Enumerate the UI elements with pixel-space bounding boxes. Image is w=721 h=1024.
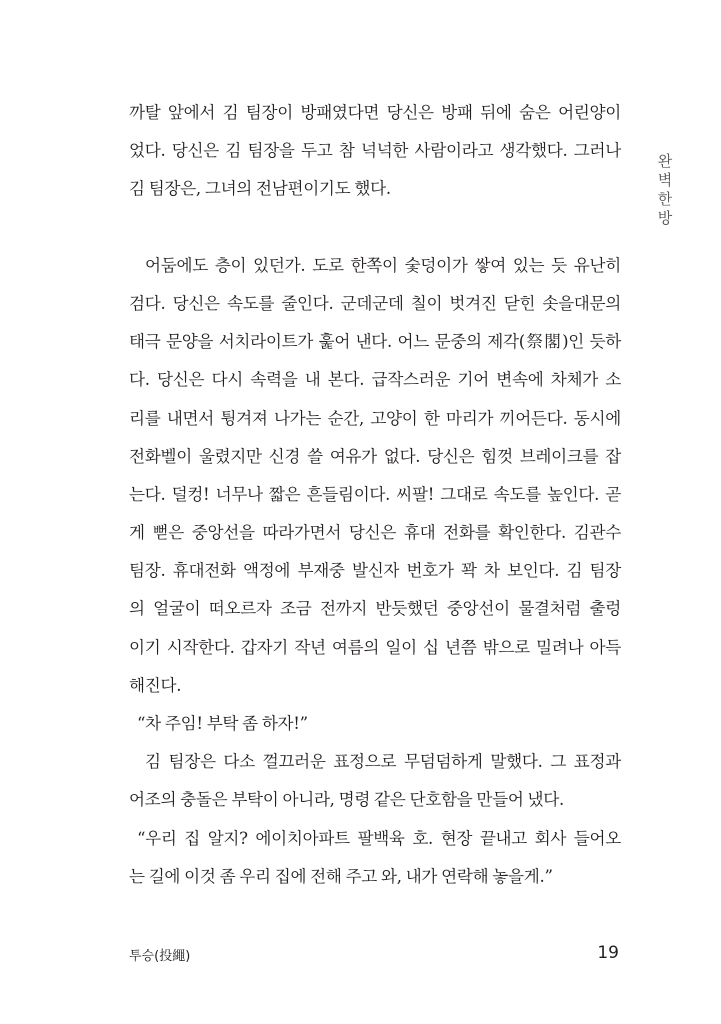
chapter-title-char: 벽 (657, 171, 673, 189)
text-line: 팀장. 휴대전화 액정에 부재중 발신자 번호가 꽉 차 보인다. 김 팀장 (129, 561, 621, 581)
text-line: 게 뻗은 중앙선을 따라가면서 당신은 휴대 전화를 확인한다. 김관수 (129, 523, 621, 543)
text-line: 전화벨이 울렸지만 신경 쓸 여유가 없다. 당신은 힘껏 브레이크를 잡 (129, 446, 621, 466)
book-title-footer: 투승(投繩) (129, 949, 191, 964)
paragraph-gap (129, 209, 621, 247)
running-chapter-title (654, 152, 676, 228)
text-line: 검다. 당신은 속도를 줄인다. 군데군데 칠이 벗겨진 닫힌 솟을대문의 (129, 293, 621, 313)
chapter-title-char: 방 (657, 209, 673, 227)
dialogue-line: 는 길에 이것 좀 우리 집에 전해 주고 와, 내가 연락해 놓을게.” (129, 866, 553, 886)
text-line: 김 팀장은, 그녀의 전남편이기도 했다. (129, 179, 391, 199)
chapter-title-char: 한 (657, 190, 673, 208)
text-line: 까탈 앞에서 김 팀장이 방패였다면 당신은 방패 뒤에 숨은 어린양이 (129, 103, 621, 122)
text-line: 리를 내면서 튕겨져 나가는 순간, 고양이 한 마리가 끼어든다. 동시에 (129, 408, 621, 428)
page-number: 19 (597, 943, 619, 963)
text-line: 어조의 충돌은 부탁이 아니라, 명령 같은 단호함을 만들어 냈다. (129, 790, 564, 810)
chapter-title-char: 완 (657, 152, 673, 170)
text-line: 의 얼굴이 떠오르자 조금 전까지 반듯했던 중앙선이 물결처럼 출렁 (129, 599, 621, 619)
dialogue-line: “우리 집 알지? 에이치아파트 팔백육 호. 현장 끝내고 회사 들어오 (137, 828, 621, 848)
text-line: 태극 문양을 서치라이트가 훑어 낸다. 어느 문중의 제각(祭閣)인 듯하 (129, 332, 621, 352)
text-line: 다. 당신은 다시 속력을 내 본다. 급작스러운 기어 변속에 차체가 소 (129, 370, 621, 390)
dialogue-line: “차 주임! 부탁 좀 하자!” (137, 714, 308, 733)
body-text (129, 94, 621, 896)
text-line: 김 팀장은 다소 껄끄러운 표정으로 무덤덤하게 말했다. 그 표정과 (145, 752, 621, 772)
text-line: 이기 시작한다. 갑자기 작년 여름의 일이 십 년쯤 밖으로 밀려나 아득 (129, 637, 621, 657)
text-line: 어둠에도 층이 있던가. 도로 한쪽이 숯덩이가 쌓여 있는 듯 유난히 (145, 255, 621, 275)
text-line: 는다. 덜컹! 너무나 짧은 흔들림이다. 씨팔! 그대로 속도를 높인다. 곧 (129, 484, 621, 504)
text-line: 해진다. (129, 675, 182, 695)
text-line: 었다. 당신은 김 팀장을 두고 참 넉넉한 사람이라고 생각했다. 그러나 (129, 141, 621, 161)
